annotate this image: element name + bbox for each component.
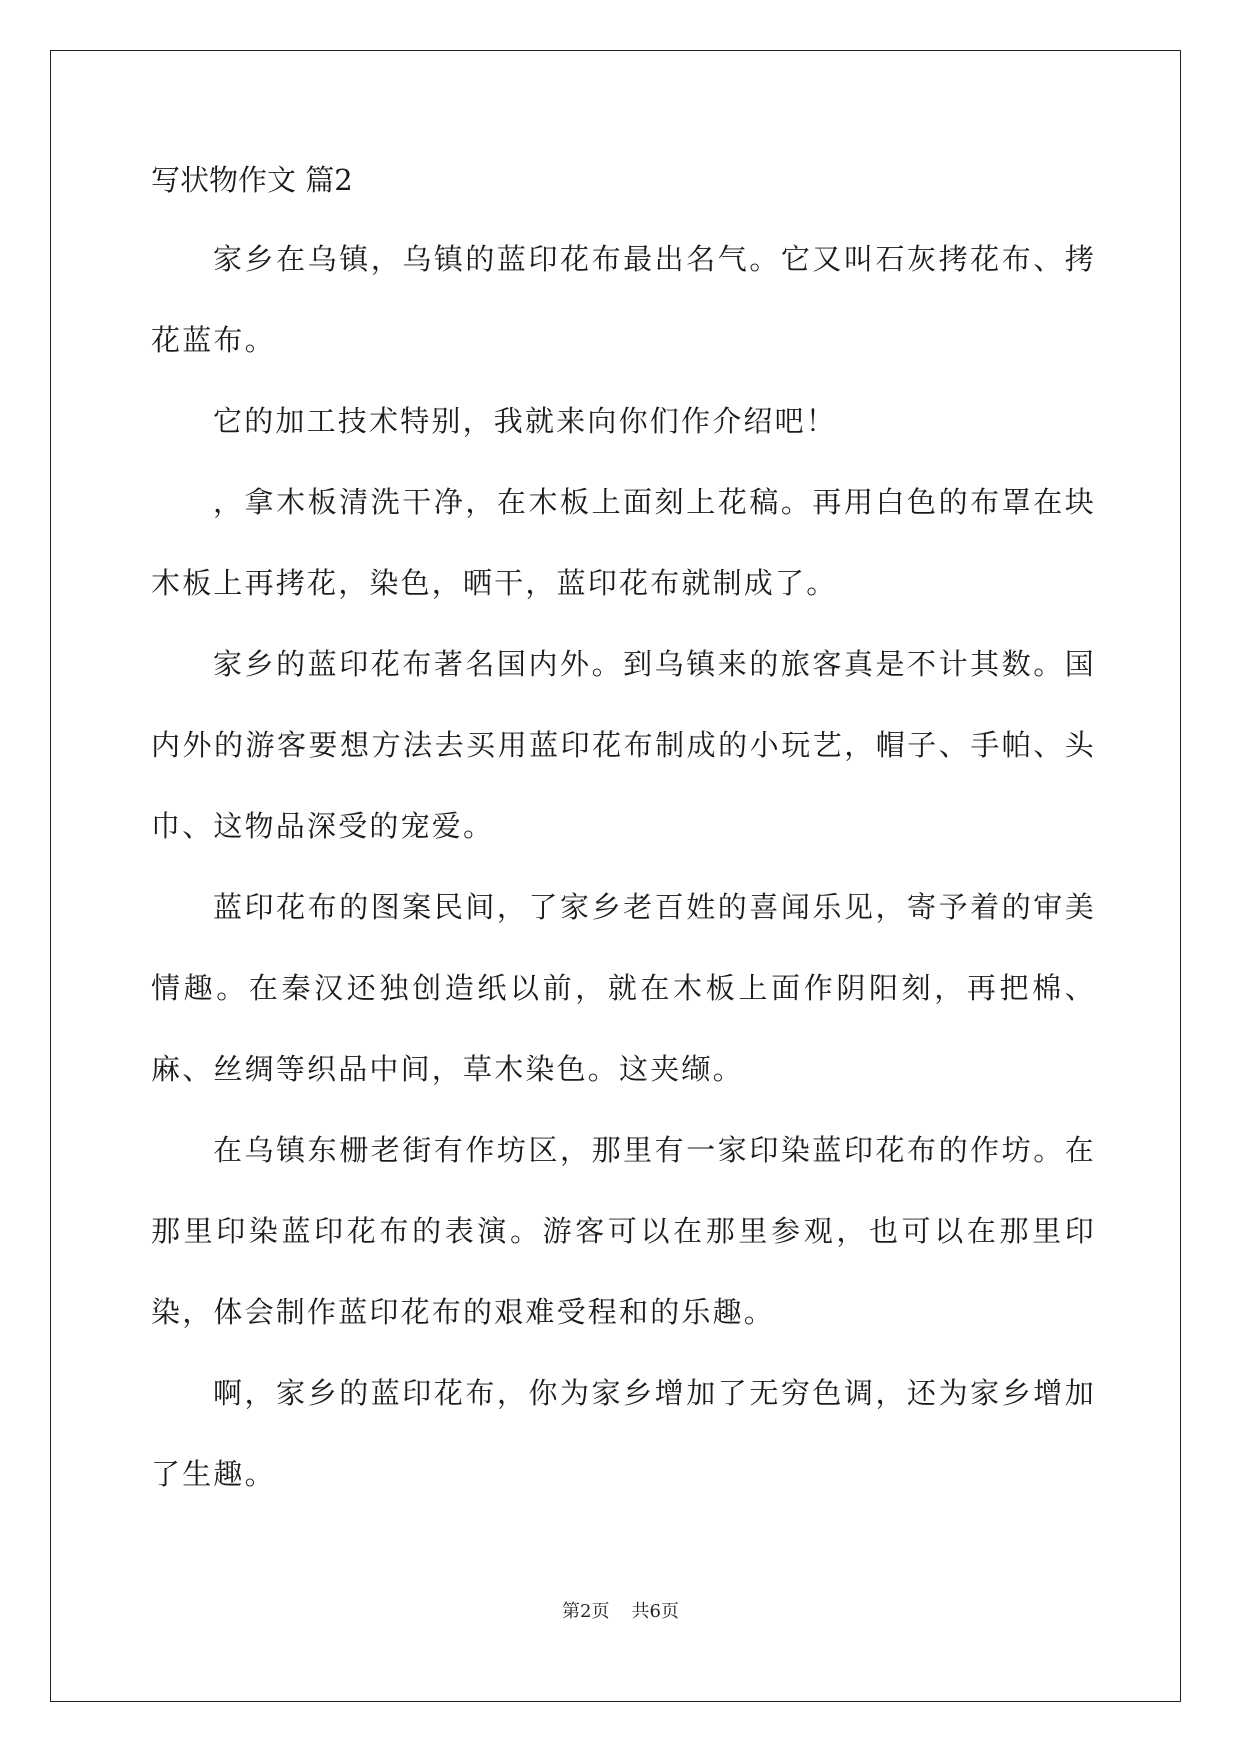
page-number: 第2页 <box>562 1601 610 1622</box>
paragraph: 蓝印花布的图案民间，了家乡老百姓的喜闻乐见，寄予着的审美情趣。在秦汉还独创造纸以前，就在木板上面作阴阳刻，再把棉、麻、丝绸等织品中间，草木染色。这夹缬。 <box>151 890 1096 1086</box>
page-total: 共6页 <box>631 1601 679 1622</box>
document-heading: 写状物作文 篇2 <box>151 163 353 197</box>
page-footer <box>0 1597 1241 1623</box>
paragraph: 家乡的蓝印花布著名国内外。到乌镇来的旅客真是不计其数。国内外的游客要想方法去买用蓝印花布制成的小玩艺，帽子、手帕、头巾、这物品深受的宠爱。 <box>151 647 1096 843</box>
paragraph: 啊，家乡的蓝印花布，你为家乡增加了无穷色调，还为家乡增加了生趣。 <box>151 1376 1096 1491</box>
document-body <box>151 160 1096 1515</box>
paragraph: 在乌镇东栅老街有作坊区，那里有一家印染蓝印花布的作坊。在那里印染蓝印花布的表演。游客可以在那里参观，也可以在那里印染，体会制作蓝印花布的艰难受程和的乐趣。 <box>151 1133 1096 1329</box>
paragraph: ，拿木板清洗干净，在木板上面刻上花稿。再用白色的布罩在块木板上再拷花，染色，晒干，蓝印花布就制成了。 <box>151 485 1096 600</box>
paragraph: 它的加工技术特别，我就来向你们作介绍吧！ <box>213 404 838 438</box>
paragraph: 家乡在乌镇，乌镇的蓝印花布最出名气。它又叫石灰拷花布、拷花蓝布。 <box>151 242 1096 357</box>
